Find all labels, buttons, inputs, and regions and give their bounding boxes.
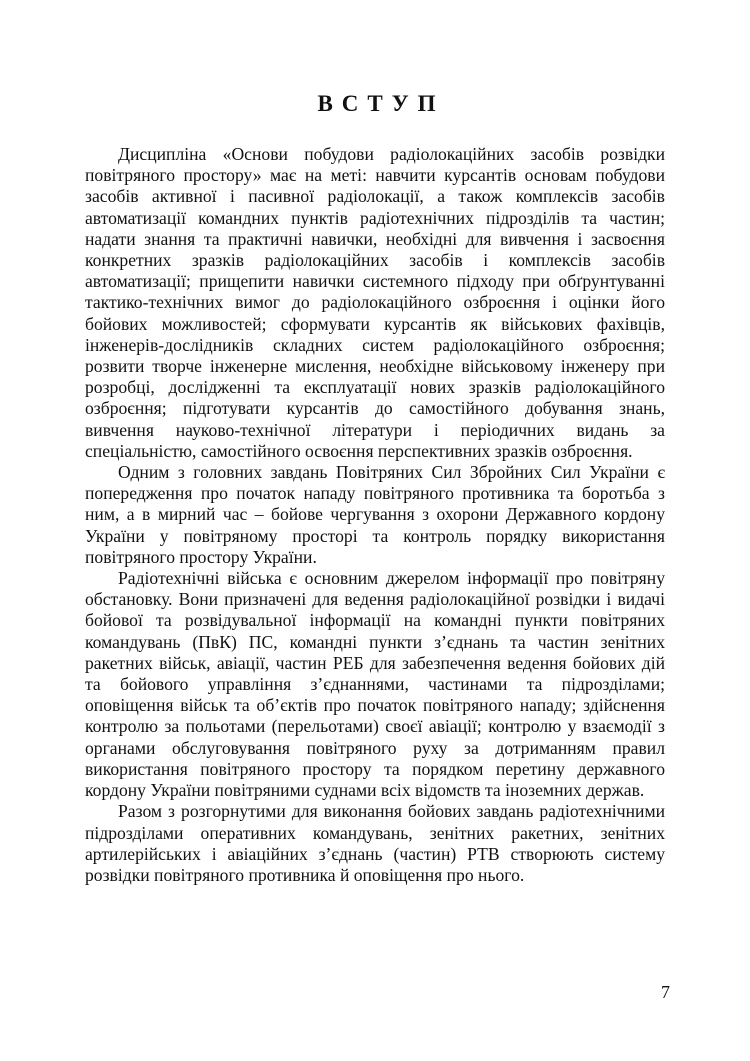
body-text (85, 144, 665, 886)
page-number: 7 (661, 982, 670, 1002)
paragraph: Разом з розгорнутими для виконання бойових завдань радіотехнічними підрозділами оперативних командувань, зенітних ракетних, зенітних артилерійських і авіаційних з’єднань (частин) РТВ створюють систему розвідки повітряного противника й оповіщення про нього. (85, 801, 665, 885)
paragraph: Дисципліна «Основи побудови радіолокаційних засобів розвідки повітряного простору» має на меті: навчити курсантів основам побудови засобів активної і пасивної радіолокації, а також комплексів засобів автоматизації командних пунктів радіотехнічних підрозділів та частин; надати знання та практичні навички, необхідні для вивчення і засвоєння конкретних зразків радіолокаційних засобів і комплексів засобів автоматизації; прищепити навички системного підходу при обґрунтуванні тактико-технічних вимог до радіолокаційного озброєння і оцінки його бойових можливостей; сформувати курсантів як військових фахівців, інженерів-дослідників складних систем радіолокаційного озброєння; розвити творче інженерне мислення, необхідне військовому інженеру при розробці, дослідженні та експлуатації нових зразків радіолокаційного озброєння; підготувати курсантів до самостійного добування знань, вивчення науково-технічної літератури і періодичних видань за спеціальністю, самостійного освоєння перспективних зразків озброєння. (85, 144, 665, 461)
paragraph: Радіотехнічні війська є основним джерелом інформації про повітряну обстановку. Вони призначені для ведення радіолокаційної розвідки і видачі бойової та розвідувальної інформації на командні пункти повітряних командувань (ПвК) ПС, командні пункти з’єднань та частин зенітних ракетних військ, авіації, частин РЕБ для забезпечення ведення бойових дій та бойового управління з’єднаннями, частинами та підрозділами; оповіщення військ та об’єктів про початок повітряного нападу; здійснення контролю за польотами (перельотами) своєї авіації; контролю у взаємодії з органами обслуговування повітряного руху за дотриманням правил використання повітряного простору та порядком перетину державного кордону України повітряними суднами всіх відомств та іноземних держав. (85, 568, 665, 801)
paragraph: Одним з головних завдань Повітряних Сил Збройних Сил України є попередження про початок нападу повітряного противника та боротьба з ним, а в мирний час – бойове чергування з охорони Державного кордону України у повітряному просторі та контроль порядку використання повітряного простору України. (85, 462, 665, 567)
page-title: ВСТУП (317, 91, 445, 116)
